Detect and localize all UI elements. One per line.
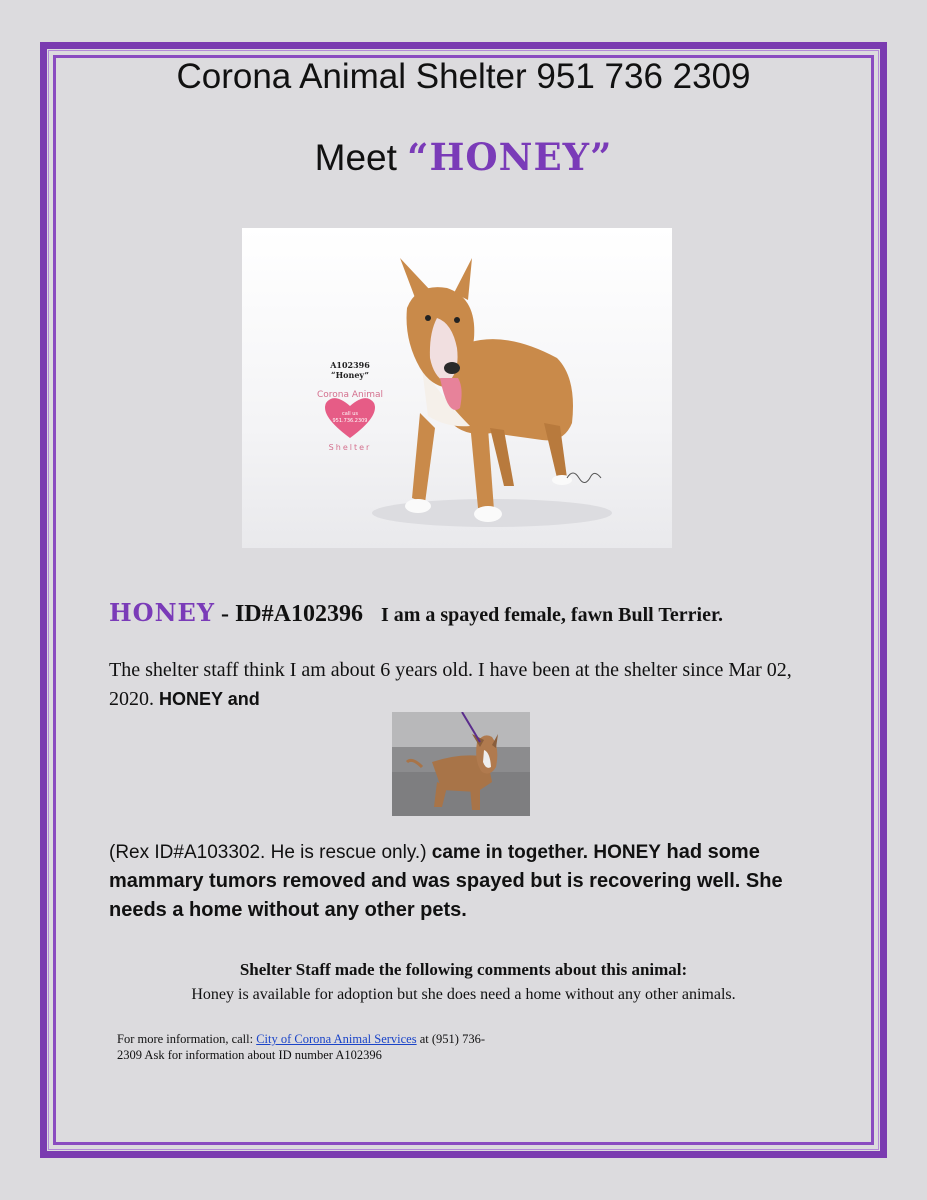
dog-photo-small — [392, 712, 530, 816]
paragraph-name: HONEY — [159, 689, 223, 709]
comments-text: Honey is available for adoption but she does need a home without any other animals. — [191, 986, 736, 1003]
info-prefix: For more information, call: — [117, 1032, 257, 1046]
companion-name: HONEY — [593, 842, 661, 863]
paragraph-and: and — [222, 689, 260, 709]
shelter-paragraph — [109, 656, 829, 714]
tag-call: call us — [342, 411, 358, 417]
page-title: Corona Animal Shelter 951 736 2309 — [176, 57, 751, 96]
meet-prefix: Meet — [314, 137, 408, 178]
tag-shelter: Shelter — [328, 443, 372, 452]
intro-name: HONEY — [109, 598, 215, 627]
companion-rest: had some mammary tumors removed and was spayed but is recovering well. She needs a home without any other pets. — [109, 841, 783, 921]
comments-heading: Shelter Staff made the following comments about this animal: — [239, 960, 688, 979]
meet-heading — [0, 135, 927, 179]
tag-phone: 951.736.2309 — [332, 418, 368, 424]
tag-org: Corona Animal — [316, 390, 384, 400]
rex-text: (Rex ID#A103302. He is rescue only.) — [109, 842, 432, 863]
companion-paragraph — [109, 838, 829, 925]
paragraph-text: The shelter staff think I am about 6 years old. I have been at the shelter since Mar 02, 2020. — [109, 659, 792, 710]
meet-name: “HONEY” — [407, 135, 613, 179]
info-suffix: at (951) 736-2309 Ask for information about ID number A102396 — [117, 1032, 485, 1062]
dog-photo-main — [242, 228, 672, 548]
came-together: came in together. — [431, 842, 594, 863]
info-block — [117, 1031, 497, 1063]
intro-description: I am a spayed female, fawn Bull Terrier. — [380, 604, 723, 626]
tag-name: “Honey” — [331, 370, 369, 380]
intro-id: - ID#A102396 — [214, 601, 363, 627]
intro-line — [109, 598, 829, 628]
tag-id: A102396 — [330, 360, 370, 370]
city-services-link[interactable]: City of Corona Animal Services — [256, 1032, 417, 1046]
